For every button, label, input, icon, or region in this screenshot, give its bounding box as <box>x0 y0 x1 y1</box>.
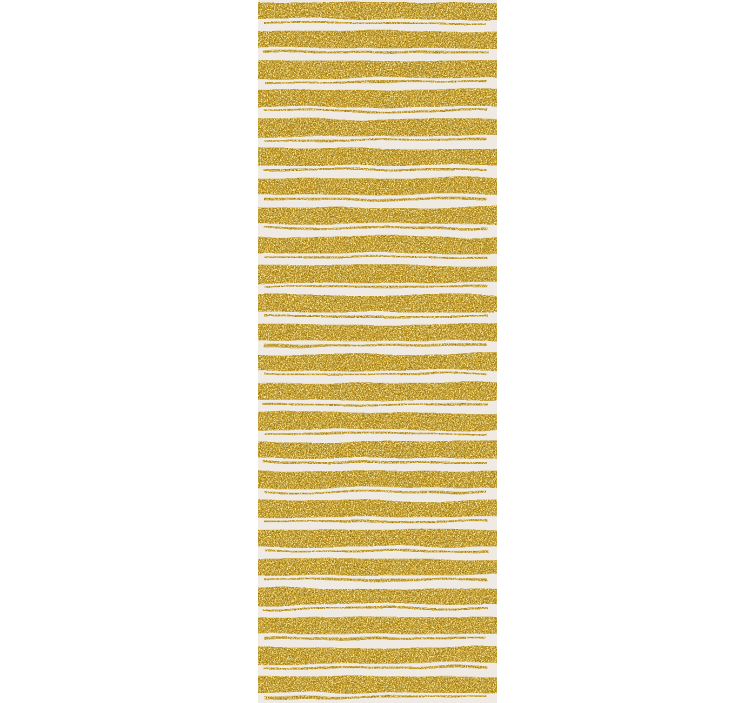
glitter-stripe <box>258 617 497 634</box>
glitter-stripe-trail <box>264 608 487 610</box>
glitter-stripe-trail <box>264 696 487 698</box>
glitter-stripe-trail <box>264 549 487 551</box>
glitter-stripe <box>258 295 497 312</box>
glitter-stripe-trail <box>264 344 487 346</box>
glitter-stripe <box>258 529 497 546</box>
glitter-stripe-trail <box>264 51 487 53</box>
glitter-stripe <box>258 588 497 605</box>
glitter-stripe <box>258 500 497 517</box>
glitter-stripe-trail <box>264 227 487 229</box>
glitter-stripe <box>258 2 497 19</box>
glitter-stripe-trail <box>264 637 487 639</box>
glitter-stripe <box>258 676 497 693</box>
glitter-stripe <box>258 207 497 224</box>
glitter-stripe <box>258 119 497 136</box>
glitter-stripe <box>258 324 497 341</box>
glitter-stripe-trail <box>264 139 487 141</box>
glitter-stripe-trail <box>264 169 487 171</box>
glitter-stripe <box>258 149 497 166</box>
glitter-stripe-trail <box>264 198 487 200</box>
glitter-stripe-trail <box>264 286 487 288</box>
glitter-stripe <box>258 236 497 253</box>
glitter-stripe <box>258 383 497 400</box>
glitter-stripe-trail <box>264 462 487 464</box>
glitter-stripe-trail <box>264 81 487 83</box>
glitter-stripe <box>258 471 497 488</box>
glitter-stripe-trail <box>264 579 487 581</box>
glitter-stripe-trail <box>264 432 487 434</box>
glitter-stripe <box>258 90 497 107</box>
glitter-stripe-trail <box>264 403 487 405</box>
glitter-stripe <box>258 559 497 576</box>
glitter-stripe <box>258 442 497 459</box>
glitter-stripe <box>258 266 497 283</box>
glitter-stripe-trail <box>264 491 487 493</box>
glitter-stripe <box>258 354 497 371</box>
glitter-stripes-svg <box>258 0 497 703</box>
glitter-stripe-trail <box>264 22 487 24</box>
glitter-stripe <box>258 61 497 78</box>
glitter-stripe-trail <box>264 667 487 669</box>
glitter-stripes-image <box>258 0 497 703</box>
glitter-stripe <box>258 412 497 429</box>
glitter-stripe-trail <box>264 374 487 376</box>
glitter-stripe <box>258 178 497 195</box>
glitter-stripe-trail <box>264 315 487 317</box>
glitter-stripe-trail <box>264 256 487 258</box>
glitter-stripe-trail <box>264 110 487 112</box>
glitter-stripe <box>258 647 497 664</box>
glitter-stripe <box>258 31 497 48</box>
glitter-stripe-trail <box>264 520 487 522</box>
